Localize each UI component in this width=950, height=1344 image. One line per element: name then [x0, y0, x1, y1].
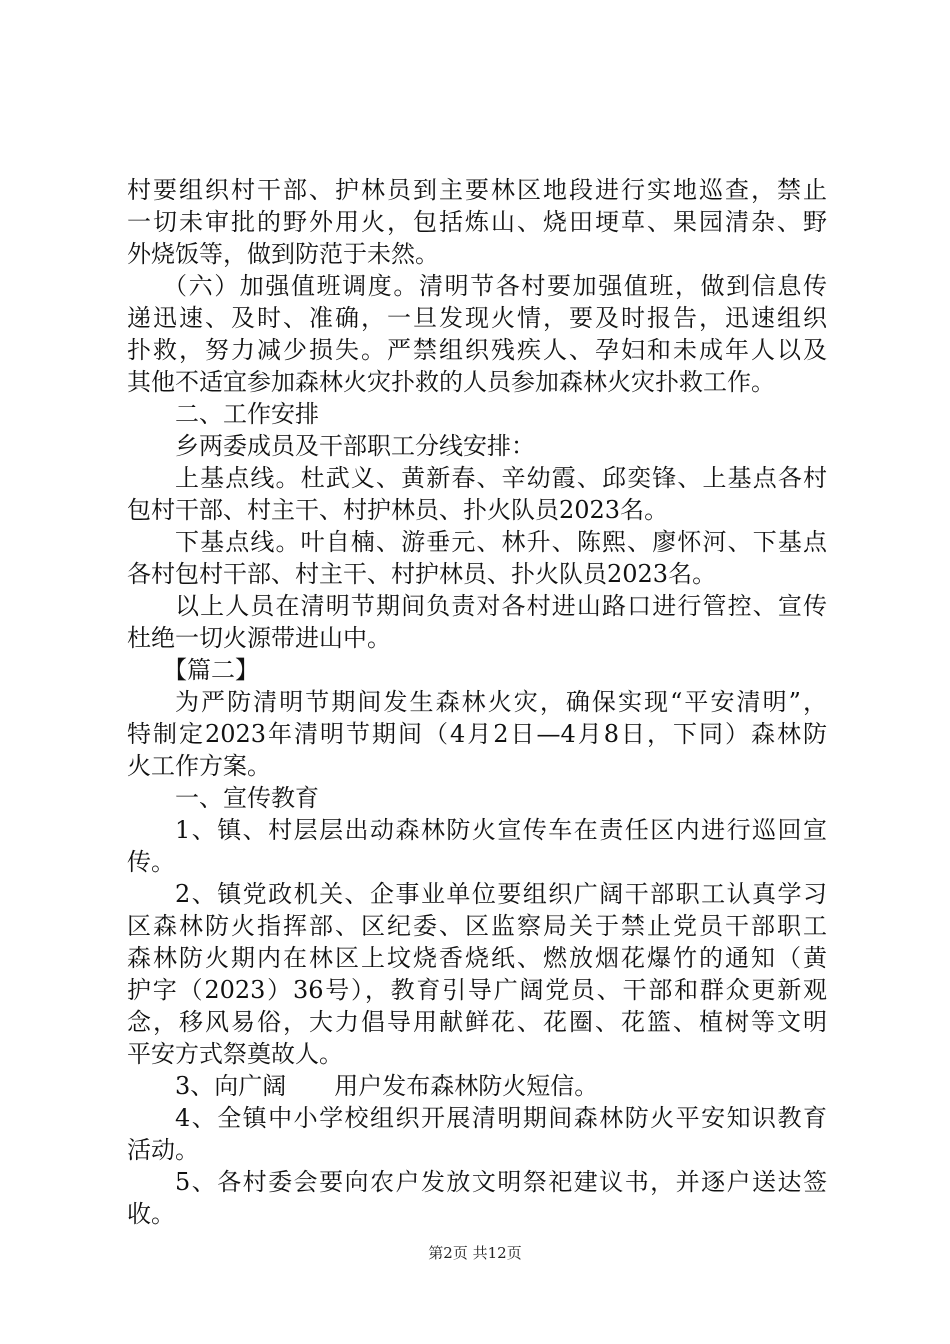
- body-line: 下基点线。叶自楠、游垂元、林升、陈熙、廖怀河、下基点: [175, 528, 827, 556]
- body-line: 特制定2023年清明节期间（4月2日—4月8日，下同）森林防: [127, 720, 827, 748]
- body-line: 扑救，努力减少损失。严禁组织残疾人、孕妇和未成年人以及: [127, 336, 827, 364]
- body-line: 为严防清明节期间发生森林火灾，确保实现“平安清明”，: [175, 688, 827, 716]
- body-line: 护字（2023）36号），教育引导广阔党员、干部和群众更新观: [127, 976, 827, 1004]
- body-line: 1、镇、村层层出动森林防火宣传车在责任区内进行巡回宣: [175, 816, 827, 844]
- body-line: 念，移风易俗，大力倡导用献鲜花、花圈、花篮、植树等文明: [127, 1008, 827, 1036]
- body-line: 外烧饭等，做到防范于未然。: [127, 240, 439, 268]
- body-line: 火工作方案。: [127, 752, 271, 780]
- body-line: 收。: [127, 1200, 175, 1228]
- body-line: 村要组织村干部、护林员到主要林区地段进行实地巡查，禁止: [127, 176, 827, 204]
- body-line: 以上人员在清明节期间负责对各村进山路口进行管控、宣传: [175, 592, 827, 620]
- section-heading: 二、工作安排: [175, 400, 319, 428]
- page-footer: 第2页 共12页: [428, 1244, 522, 1262]
- body-line: 上基点线。杜武义、黄新春、辛幼霞、邱奕锋、上基点各村: [175, 464, 827, 492]
- body-line: 递迅速、及时、准确，一旦发现火情，要及时报告，迅速组织: [127, 304, 827, 332]
- body-line: 活动。: [127, 1136, 199, 1164]
- body-line: 乡两委成员及干部职工分线安排：: [175, 432, 535, 460]
- body-line: 区森林防火指挥部、区纪委、区监察局关于禁止党员干部职工: [127, 912, 827, 940]
- part-heading: 【篇二】: [163, 656, 259, 684]
- body-line: 包村干部、村主干、村护林员、扑火队员2023名。: [127, 496, 669, 524]
- body-line: 平安方式祭奠故人。: [127, 1040, 343, 1068]
- body-line: 各村包村干部、村主干、村护林员、扑火队员2023名。: [127, 560, 717, 588]
- body-line: 3、向广阔 用户发布森林防火短信。: [175, 1072, 599, 1100]
- body-line: （六）加强值班调度。清明节各村要加强值班，做到信息传: [163, 272, 827, 300]
- body-line: 其他不适宜参加森林火灾扑救的人员参加森林火灾扑救工作。: [127, 368, 775, 396]
- body-line: 5、各村委会要向农户发放文明祭祀建议书，并逐户送达签: [175, 1168, 827, 1196]
- body-line: 2、镇党政机关、企事业单位要组织广阔干部职工认真学习: [175, 880, 827, 908]
- body-line: 4、全镇中小学校组织开展清明期间森林防火平安知识教育: [175, 1104, 827, 1132]
- section-heading: 一、宣传教育: [175, 784, 319, 812]
- body-line: 传。: [127, 848, 175, 876]
- body-line: 杜绝一切火源带进山中。: [127, 624, 391, 652]
- document-body: [127, 174, 827, 1230]
- body-line: 一切未审批的野外用火，包括炼山、烧田埂草、果园清杂、野: [127, 208, 827, 236]
- body-line: 森林防火期内在林区上坟烧香烧纸、燃放烟花爆竹的通知（黄: [127, 944, 827, 972]
